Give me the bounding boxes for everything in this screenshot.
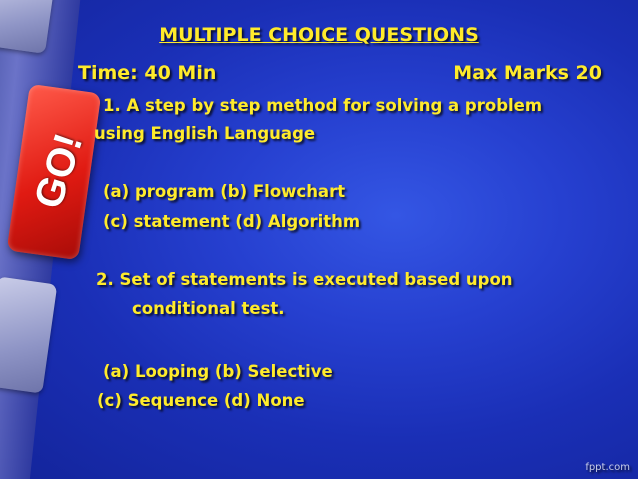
question-1-text-continued: using English Language [94,124,316,143]
question-1-text: 1. A step by step method for solving a problem [103,96,543,115]
go-key-label: GO! [26,128,92,214]
question-2-text-continued: conditional test. [132,299,285,318]
max-marks-label: Max Marks 20 [453,62,602,84]
question-1-options-cd: (c) statement (d) Algorithm [103,212,361,231]
time-label: Time: 40 Min [78,62,217,84]
question-1-options-ab: (a) program (b) Flowchart [103,182,346,201]
question-2-options-cd: (c) Sequence (d) None [97,391,305,410]
watermark: fppt.com [585,462,630,473]
question-2-options-ab: (a) Looping (b) Selective [103,362,333,381]
question-2-text: 2. Set of statements is executed based upon [96,270,513,289]
slide-title: MULTIPLE CHOICE QUESTIONS [159,24,479,46]
